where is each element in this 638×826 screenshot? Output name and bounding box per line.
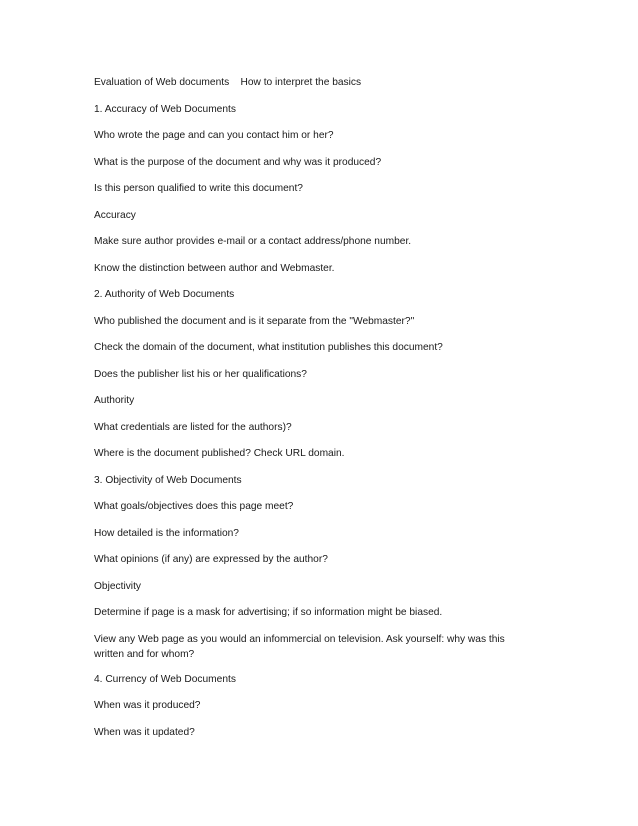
text-paragraph: View any Web page as you would an infommercial on television. Ask yourself: why was this written and for whom?	[94, 633, 505, 660]
section-heading-authority: 2. Authority of Web Documents	[94, 289, 235, 300]
text-line: What is the purpose of the document and why was it produced?	[94, 156, 382, 168]
section-heading-currency: 4. Currency of Web Documents	[94, 673, 236, 685]
subheading-authority: Authority	[94, 395, 135, 406]
text-line: Determine if page is a mask for advertising; if so information might be biased.	[94, 607, 443, 618]
text-line: Is this person qualified to write this document?	[94, 183, 303, 194]
subheading-accuracy: Accuracy	[94, 209, 136, 221]
section-heading-accuracy: 1. Accuracy of Web Documents	[94, 103, 236, 115]
section-heading-objectivity: 3. Objectivity of Web Documents	[94, 474, 242, 486]
document-body	[94, 75, 534, 751]
subheading-objectivity: Objectivity	[94, 580, 141, 592]
text-line: Does the publisher list his or her qualifications?	[94, 368, 307, 380]
text-line: What goals/objectives does this page meet?	[94, 501, 294, 512]
text-line: How detailed is the information?	[94, 527, 239, 539]
text-line: What credentials are listed for the authors)?	[94, 421, 292, 433]
text-line: When was it updated?	[94, 726, 195, 738]
text-line: Where is the document published? Check URL domain.	[94, 448, 345, 459]
text-line: Check the domain of the document, what institution publishes this document?	[94, 342, 443, 353]
text-line: When was it produced?	[94, 700, 201, 711]
document-title-line: Evaluation of Web documents How to interpret the basics	[94, 77, 362, 88]
text-line: Make sure author provides e-mail or a contact address/phone number.	[94, 236, 412, 247]
text-line: Who published the document and is it separate from the "Webmaster?"	[94, 315, 415, 327]
text-line: Know the distinction between author and Webmaster.	[94, 262, 335, 274]
text-line: What opinions (if any) are expressed by the author?	[94, 554, 328, 565]
text-line: Who wrote the page and can you contact him or her?	[94, 130, 334, 141]
